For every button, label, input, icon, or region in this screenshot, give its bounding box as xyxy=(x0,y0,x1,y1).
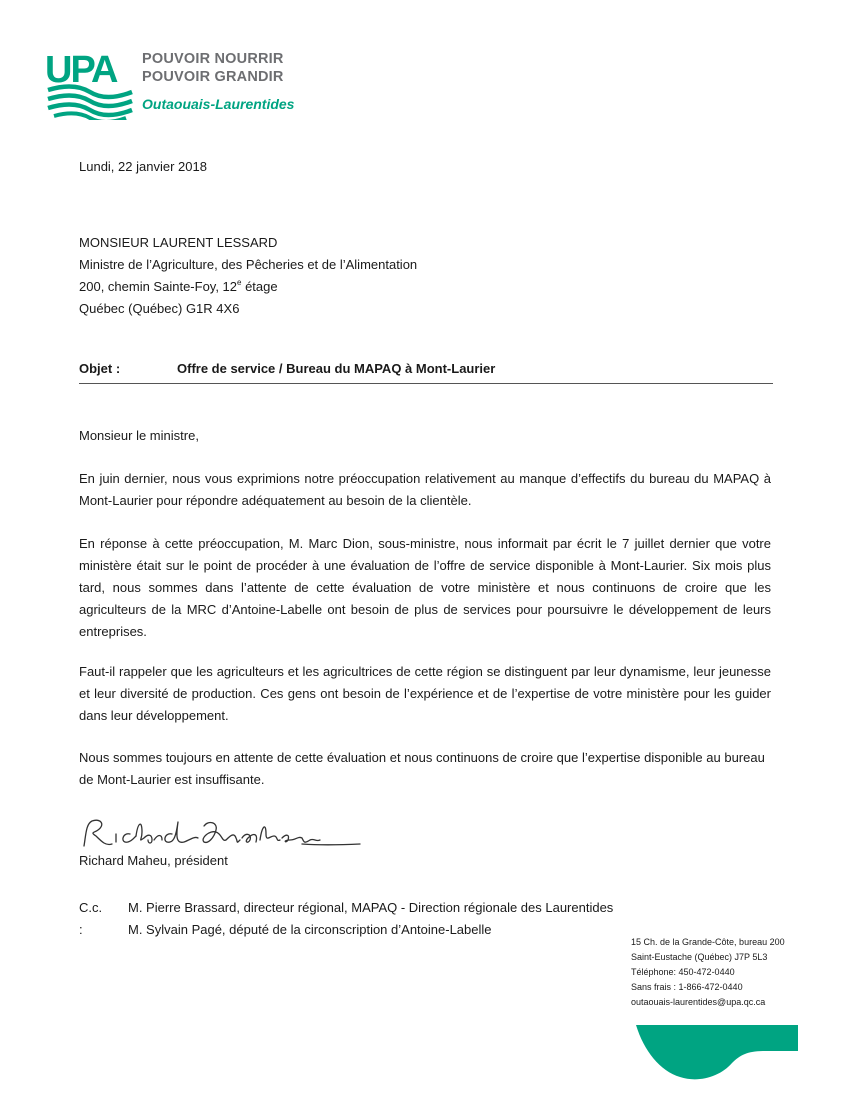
recipient-title: Ministre de l’Agriculture, des Pêcheries et de l’Alimentation xyxy=(79,257,418,272)
street-suffix: étage xyxy=(241,279,278,294)
body-paragraph: En juin dernier, nous vous exprimions notre préoccupation relativement au manque d’effectifs du bureau du MAPAQ à Mont-Laurier pour répondre adéquatement au besoin de la clientèle. xyxy=(79,471,771,508)
cc-recipients xyxy=(128,897,613,941)
tagline-line-2: POUVOIR GRANDIR xyxy=(142,69,284,85)
cc-recipient: M. Pierre Brassard, directeur régional, MAPAQ - Direction régionale des Laurentides xyxy=(128,900,614,915)
footer-city: Saint-Eustache (Québec) J7P 5L3 xyxy=(631,952,768,962)
cc-recipient: M. Sylvain Pagé, député de la circonscription d’Antoine-Labelle xyxy=(128,922,492,937)
recipient-street xyxy=(79,276,417,298)
upa-logo-mark xyxy=(44,48,136,120)
street-main: 200, chemin Sainte-Foy, 12 xyxy=(79,279,238,294)
upa-logo xyxy=(44,48,314,120)
footer-email: outaouais-laurentides@upa.qc.ca xyxy=(631,997,766,1007)
subject-line xyxy=(79,361,773,384)
recipient-city: Québec (Québec) G1R 4X6 xyxy=(79,301,240,316)
tagline-line-1: POUVOIR NOURRIR xyxy=(142,51,284,67)
recipient-address xyxy=(79,232,417,320)
subject-label: Objet : xyxy=(79,361,121,376)
salutation: Monsieur le ministre, xyxy=(79,428,199,443)
footer-tollfree: Sans frais : 1-866-472-0440 xyxy=(631,982,743,992)
footer-street: 15 Ch. de la Grande-Côte, bureau 200 xyxy=(631,937,785,947)
body-paragraph: Faut-il rappeler que les agriculteurs et les agricultrices de cette région se distinguent par leur dynamisme, leur jeunesse et leur diversité de production. Ces gens ont besoin de l’expérience et de l’expertise de votre ministère pour les guider dans leur développement. xyxy=(79,664,771,723)
signer-name: Richard Maheu, président xyxy=(79,853,228,868)
footer-phone: Téléphone: 450-472-0440 xyxy=(631,967,735,977)
handwritten-signature xyxy=(76,812,366,854)
upa-logo-letters: UPA xyxy=(45,49,117,91)
letter-date: Lundi, 22 janvier 2018 xyxy=(79,159,207,174)
body-paragraph: En réponse à cette préoccupation, M. Marc Dion, sous-ministre, nous informait par écrit le 7 juillet dernier que votre ministère était sur le point de procéder à une évaluation de l’offre de service disponible à Mont-Laurier. Six mois plus tard, nous sommes dans l’attente de cette évaluation de votre ministère et nous continuons de croire que les agriculteurs de la MRC d’Antoine-Labelle ont besoin de plus de services pour poursuivre le développement de leurs entreprises. xyxy=(79,536,771,639)
footer-address xyxy=(631,935,785,1010)
subject-text: Offre de service / Bureau du MAPAQ à Mont-Laurier xyxy=(177,361,496,376)
body-paragraph: Nous sommes toujours en attente de cette évaluation et nous continuons de croire que l’expertise disponible au bureau de Mont-Laurier est insuffisante. xyxy=(79,750,765,787)
cc-label: C.c. : xyxy=(79,900,103,937)
recipient-name: MONSIEUR LAURENT LESSARD xyxy=(79,235,278,250)
region-name: Outaouais-Laurentides xyxy=(142,96,295,112)
street-superscript: e xyxy=(237,278,242,287)
footer-wave-graphic xyxy=(636,1025,802,1085)
